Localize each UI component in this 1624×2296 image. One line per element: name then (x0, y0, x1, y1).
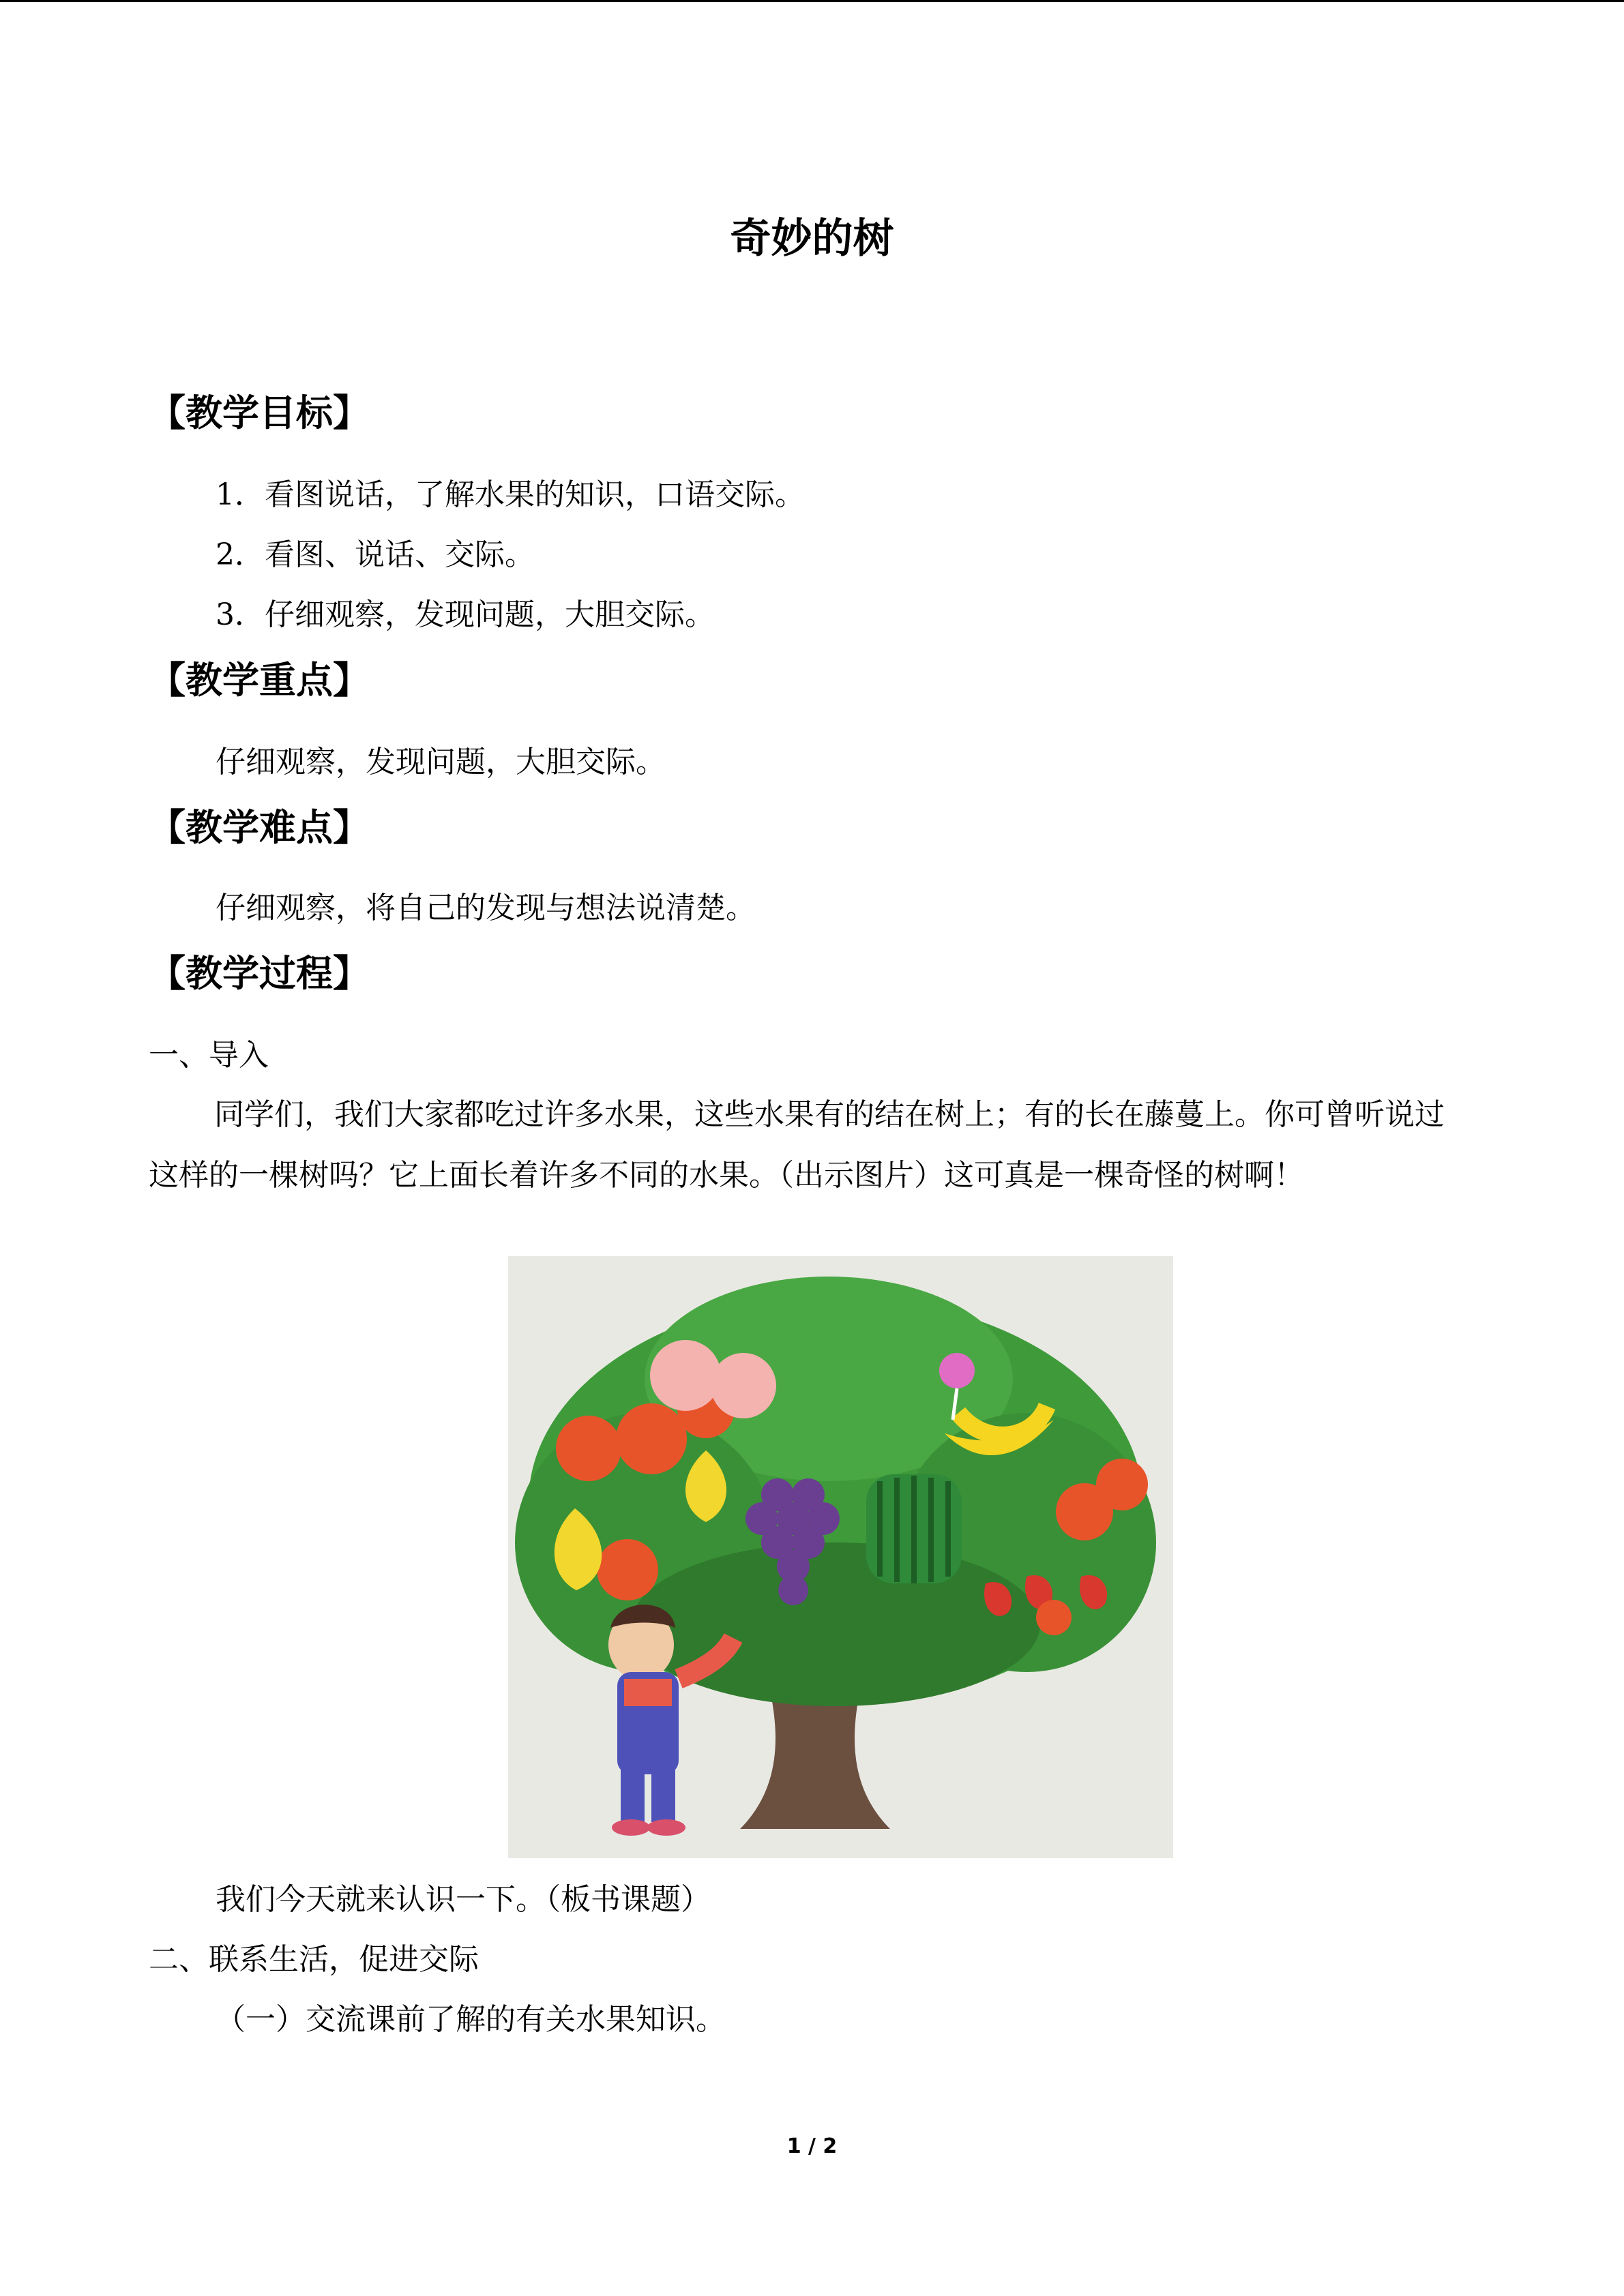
heading-process: 【教学过程】 (149, 952, 370, 995)
difficulties-text: 仔细观察，将自己的发现与想法说清楚。 (216, 891, 756, 925)
heading-objectives: 【教学目标】 (149, 391, 370, 434)
objective-item-3: 3．仔细观察，发现问题，大胆交际。 (216, 597, 715, 632)
fruit-tree-illustration (508, 1256, 1173, 1858)
part2-subitem-1: （一）交流课前了解的有关水果知识。 (216, 2002, 726, 2037)
top-rule (0, 0, 1624, 2)
heading-key-points: 【教学重点】 (149, 659, 370, 702)
part2-title: 二、联系生活，促进交际 (149, 1942, 479, 1977)
key-points-text: 仔细观察，发现问题，大胆交际。 (216, 745, 666, 779)
objective-item-1: 1．看图说话，了解水果的知识，口语交际。 (216, 477, 805, 512)
document-title: 奇妙的树 (730, 215, 894, 263)
intro-paragraph: 同学们，我们大家都吃过许多水果，这些水果有的结在树上；有的长在藤蔓上。你可曾听说过这样的一棵树吗？它上面长着许多不同的水果。（出示图片）这可真是一棵奇怪的树啊！ (149, 1097, 1445, 1193)
objective-item-2: 2．看图、说话、交际。 (216, 537, 535, 572)
heading-difficulties: 【教学难点】 (149, 806, 370, 849)
after-figure-text: 我们今天就来认识一下。（板书课题） (216, 1882, 711, 1917)
page-number: 1 / 2 (786, 2134, 838, 2158)
intro-title: 一、导入 (149, 1038, 269, 1073)
